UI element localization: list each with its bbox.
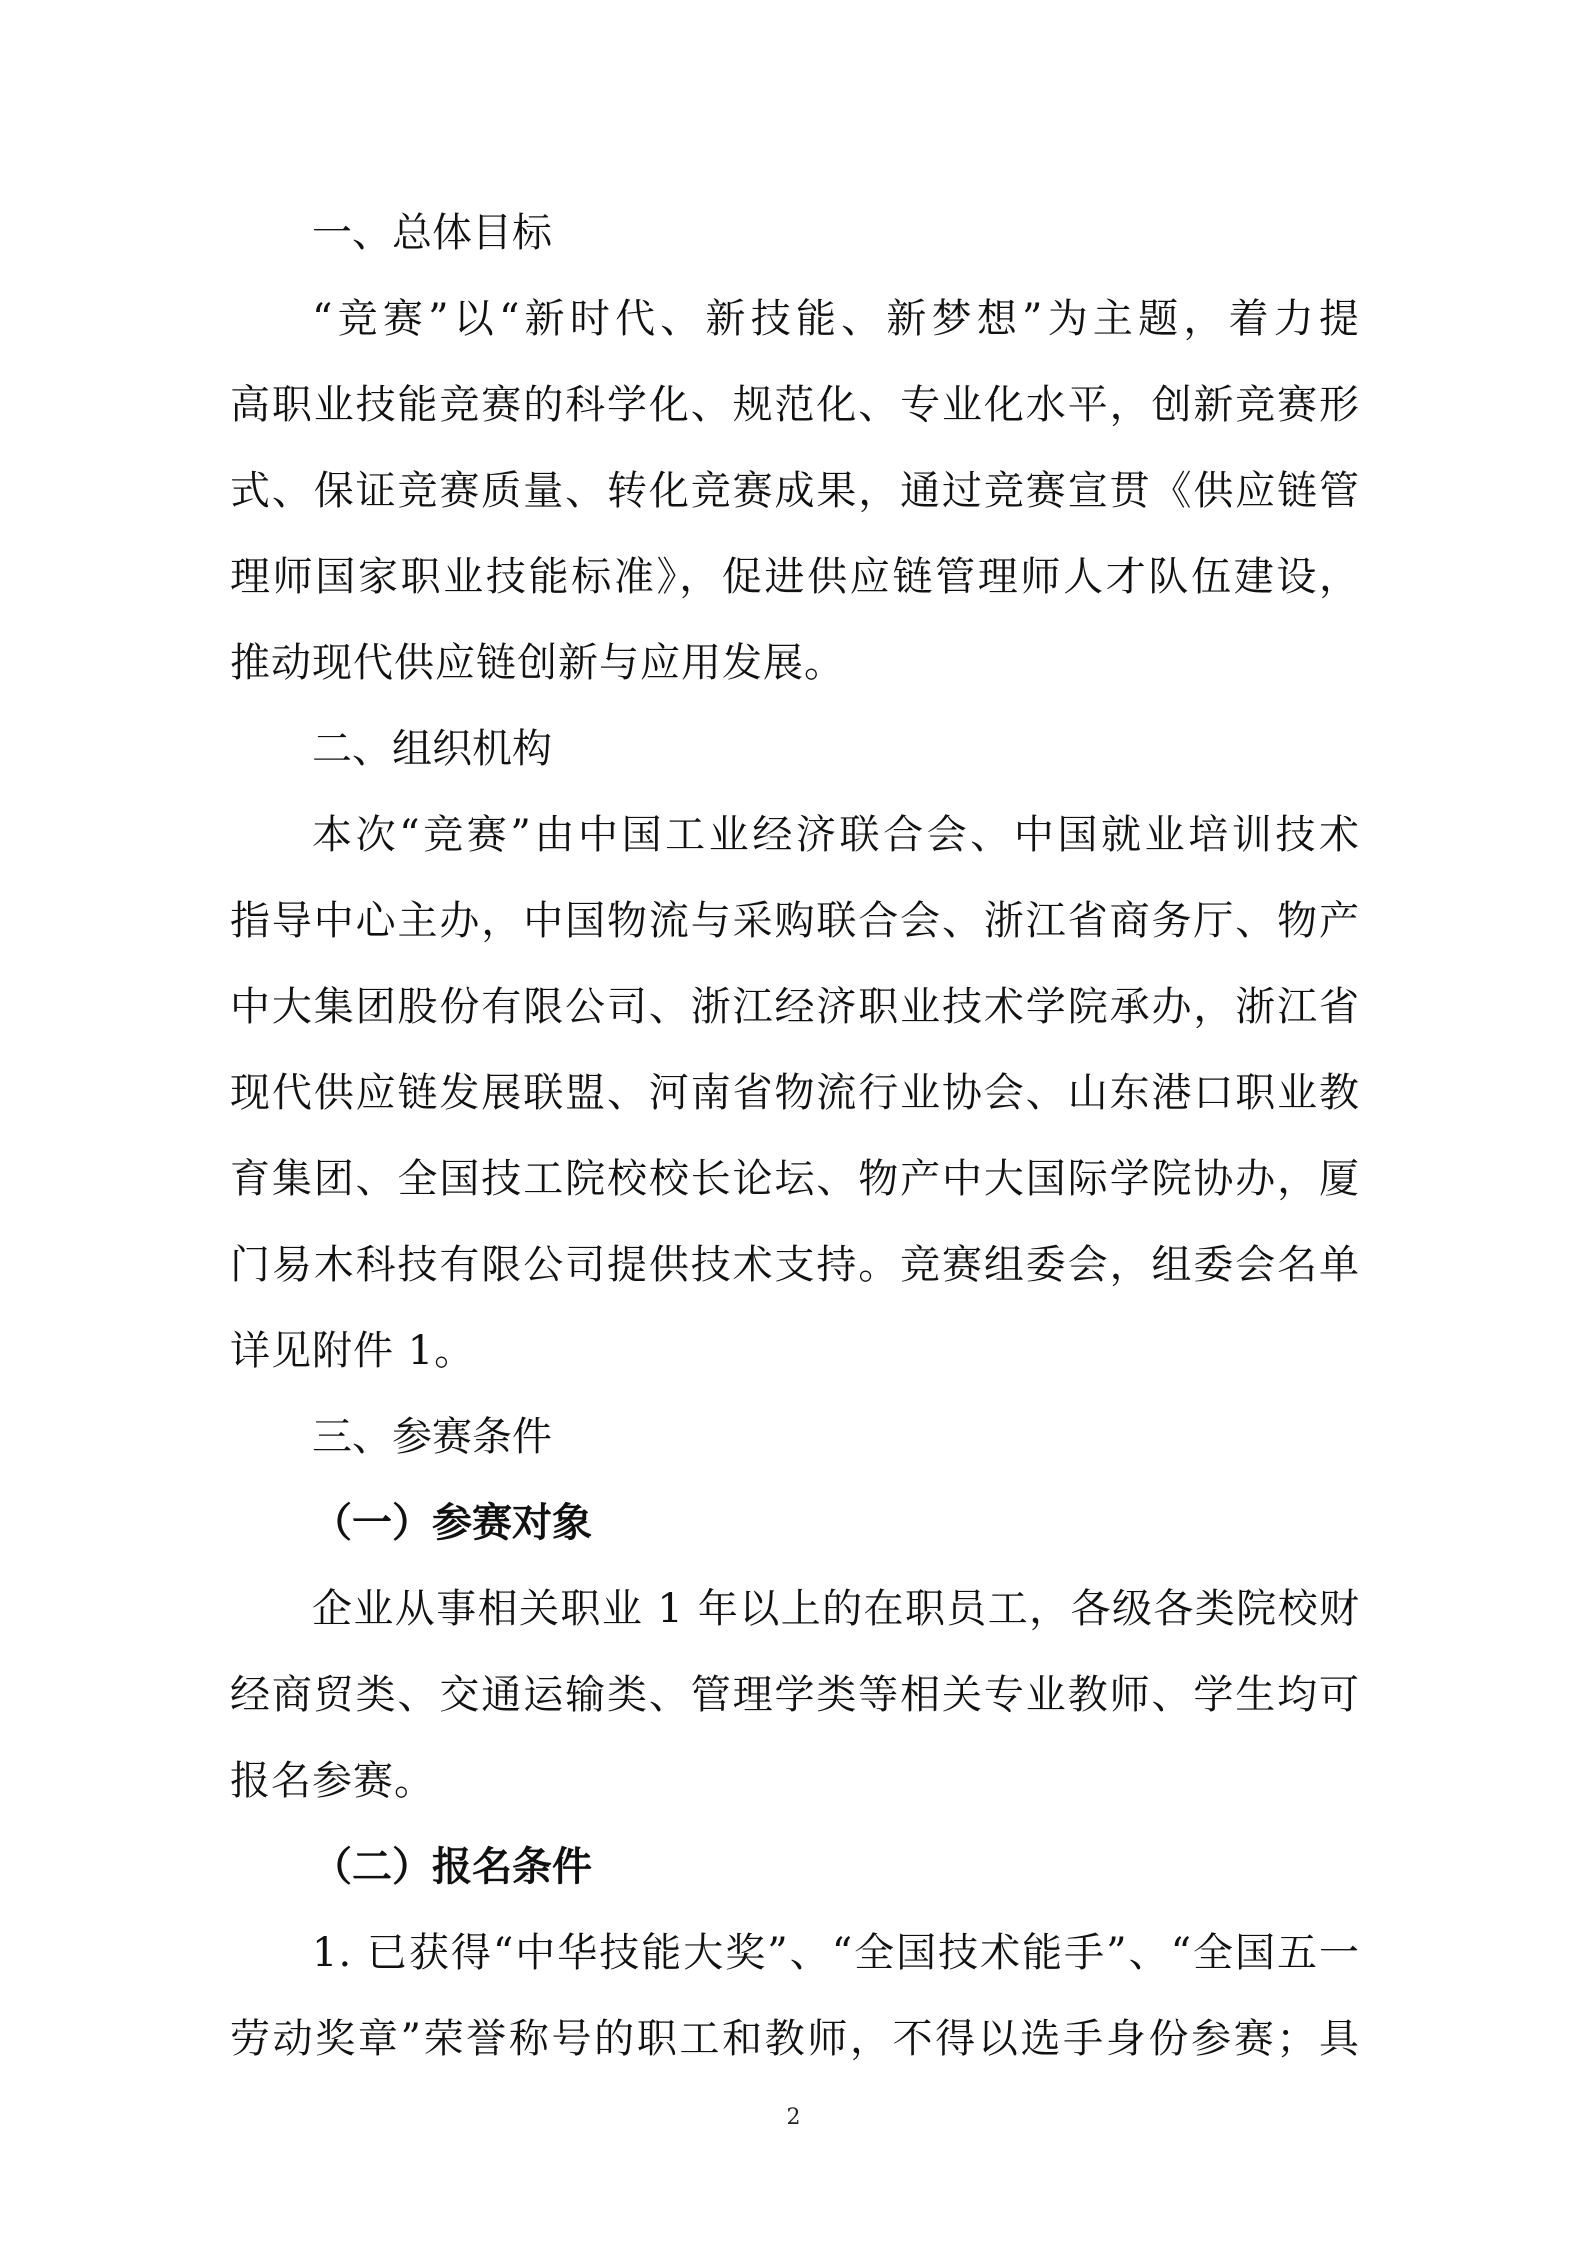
paragraph-line: 推动现代供应链创新与应用发展。 <box>230 640 845 686</box>
paragraph-line: 门易木科技有限公司提供技术支持。竞赛组委会，组委会名单 <box>230 1242 1360 1288</box>
section-heading-organization: 二、组织机构 <box>312 726 552 772</box>
paragraph-line: 育集团、全国技工院校校长论坛、物产中大国际学院协办，厦 <box>230 1156 1360 1202</box>
paragraph-line: 本次“竞赛”由中国工业经济联合会、中国就业培训技术 <box>312 812 1360 858</box>
paragraph-line: 式、保证竞赛质量、转化竞赛成果，通过竞赛宣贯《供应链管 <box>230 468 1360 514</box>
paragraph-participants <box>230 1566 1360 1824</box>
paragraph-line: 报名参赛。 <box>230 1758 435 1804</box>
paragraph-line: 高职业技能竞赛的科学化、规范化、专业化水平，创新竞赛形 <box>230 382 1360 428</box>
paragraph-line: 劳动奖章”荣誉称号的职工和教师，不得以选手身份参赛；具 <box>230 2016 1360 2062</box>
paragraph-line: 详见附件 1。 <box>230 1328 476 1374</box>
paragraph-line: 现代供应链发展联盟、河南省物流行业协会、山东港口职业教 <box>230 1070 1360 1116</box>
paragraph-registration-conditions <box>230 1910 1360 2082</box>
paragraph-line: 中大集团股份有限公司、浙江经济职业技术学院承办，浙江省 <box>230 984 1360 1030</box>
subsection-heading-registration-conditions: （二）报名条件 <box>312 1843 592 1890</box>
paragraph-line: 经商贸类、交通运输类、管理学类等相关专业教师、学生均可 <box>230 1672 1360 1718</box>
section-heading-overall-goal: 一、总体目标 <box>312 210 552 256</box>
paragraph-line: 指导中心主办，中国物流与采购联合会、浙江省商务厅、物产 <box>230 898 1360 944</box>
section-heading-eligibility: 三、参赛条件 <box>312 1414 552 1460</box>
subsection-heading-participants: （一）参赛对象 <box>312 1499 592 1546</box>
paragraph-organization <box>230 792 1360 1394</box>
paragraph-line: 1. 已获得“中华技能大奖”、“全国技术能手”、“全国五一 <box>312 1930 1360 1976</box>
paragraph-line: 企业从事相关职业 1 年以上的在职员工，各级各类院校财 <box>312 1586 1360 1632</box>
document-page <box>230 190 1360 2082</box>
paragraph-line: “竞赛”以“新时代、新技能、新梦想”为主题，着力提 <box>312 296 1360 342</box>
page-number: 2 <box>786 2105 801 2130</box>
paragraph-overall-goal <box>230 276 1360 706</box>
paragraph-line: 理师国家职业技能标准》，促进供应链管理师人才队伍建设， <box>230 554 1360 600</box>
